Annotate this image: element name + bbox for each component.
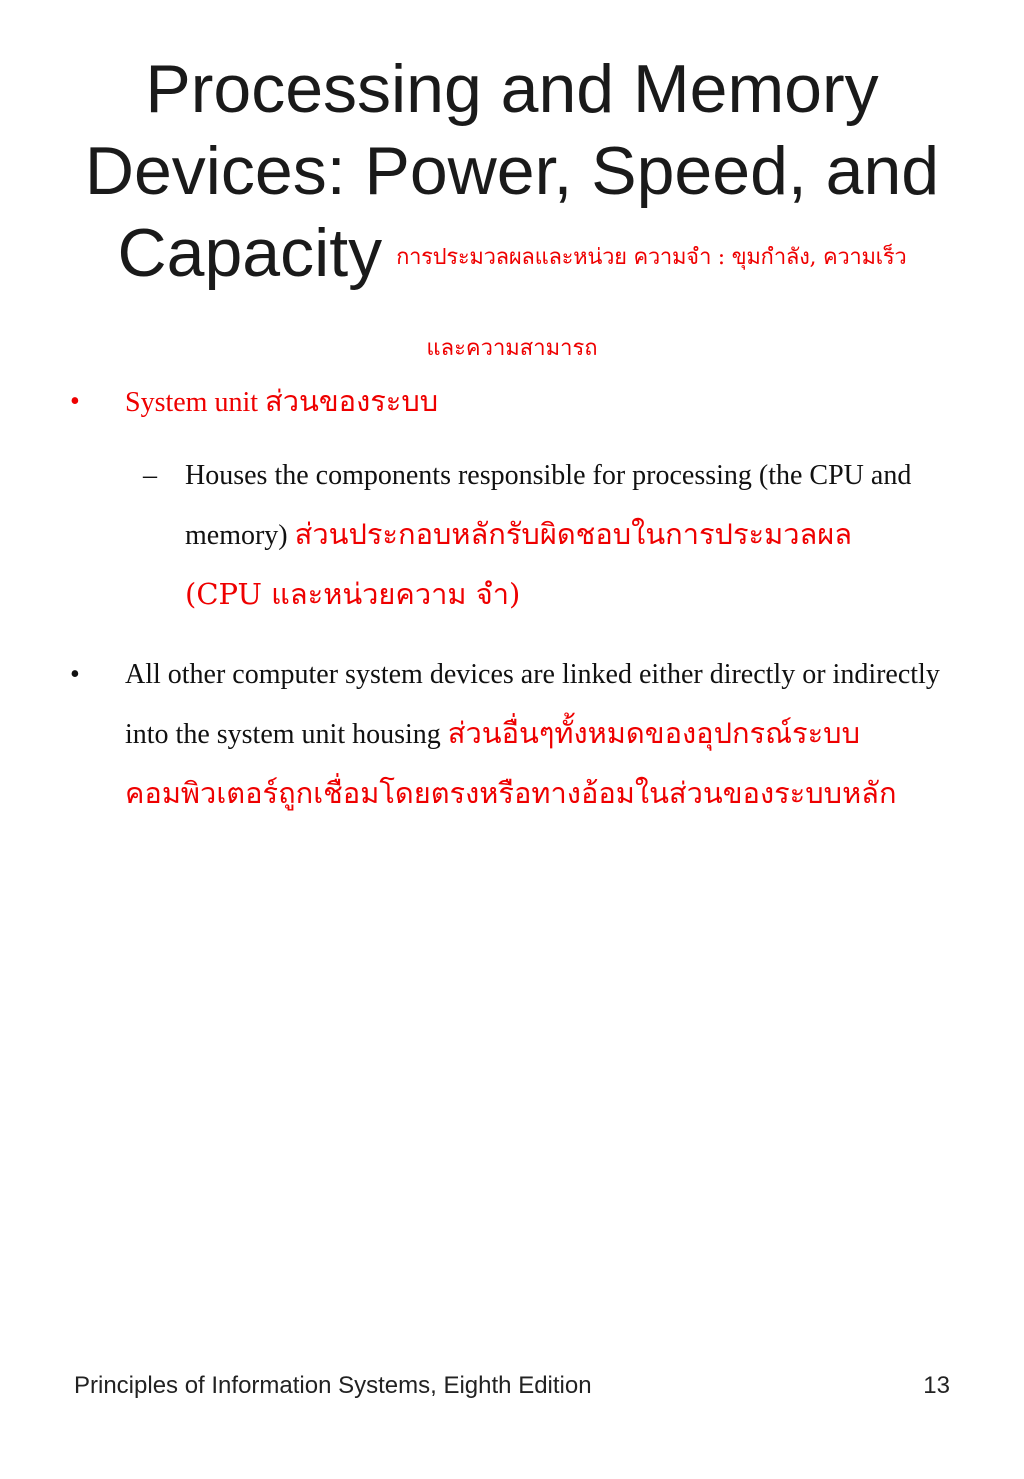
bullet-text-en: System unit xyxy=(125,387,259,418)
sub-bullet-text-th: ส่วนประกอบหลักรับผิดชอบในการประมวลผล (CPU และหน่วยความ จำ) xyxy=(185,517,853,611)
sub-bullet-text-en: Houses the components responsible for processing (the CPU and memory) xyxy=(185,460,912,551)
footer-book-title: Principles of Information Systems, Eighth Edition xyxy=(74,1372,592,1399)
bullet-spacer xyxy=(0,625,1024,645)
sub-bullet-marker: – xyxy=(143,460,157,491)
bullet-item xyxy=(0,645,1024,824)
title-line-3-text: Capacity xyxy=(117,215,383,291)
bullet-text-th: ส่วนอื่นๆทั้งหมดของอุปกรณ์ระบบคอมพิวเตอร์ถูกเชื่อมโดยตรงหรือทางอ้อมในส่วนของระบบหลัก xyxy=(125,716,897,810)
bullet-text-en: All other computer system devices are linked either directly or indirectly into the system unit housing xyxy=(125,659,940,750)
slide-title xyxy=(60,48,964,299)
bullet-marker: • xyxy=(70,659,80,690)
sub-bullet-item xyxy=(0,446,1024,625)
title-line-2: Devices: Power, Speed, and xyxy=(84,133,940,209)
page-number: 13 xyxy=(923,1372,950,1399)
title-line-3 xyxy=(60,212,964,299)
bullet-item xyxy=(0,372,1024,432)
bullet-marker: • xyxy=(70,386,80,417)
bullet-list xyxy=(0,372,1024,824)
title-line-1: Processing and Memory xyxy=(145,51,879,127)
title-thai-translation-continued: และความสามารถ xyxy=(426,336,598,361)
title-thai-translation: การประมวลผลและหน่วย ความจำ : ขุมกำลัง, ความเร็ว xyxy=(396,245,907,270)
bullet-text-th: ส่วนของระบบ xyxy=(265,384,439,418)
